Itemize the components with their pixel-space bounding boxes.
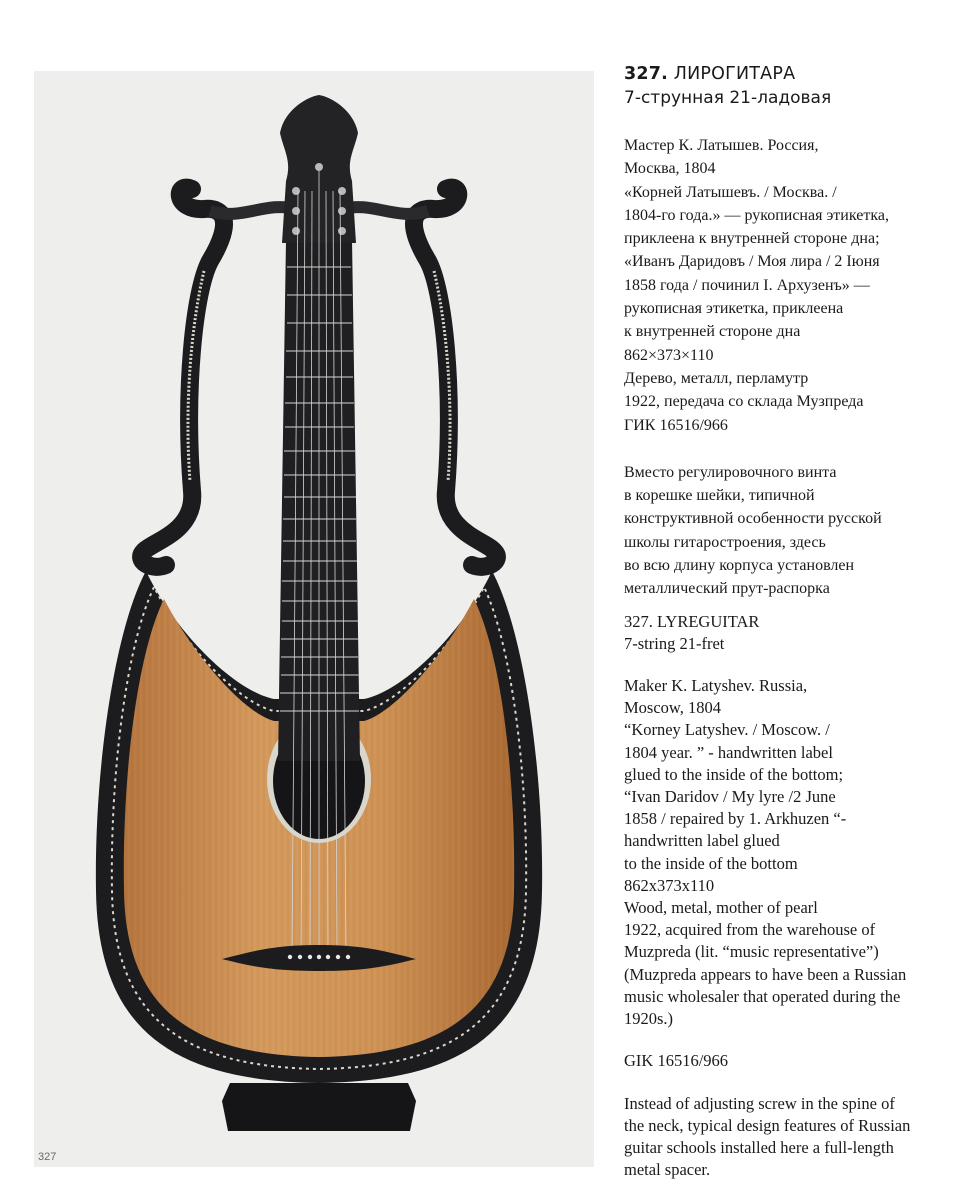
ru-detail-line: 862×373×110	[624, 346, 714, 364]
en-detail-line: Maker K. Latyshev. Russia,	[624, 676, 808, 696]
en-detail-line: 862x373x110	[624, 875, 715, 895]
en-detail-line: music wholesaler that operated during the	[624, 986, 901, 1006]
ru-detail-line: ГИК 16516/966	[624, 416, 728, 434]
ru-detail-line: приклеена к внутренней стороне дна;	[624, 230, 880, 248]
ru-detail-line: рукописная этикетка, приклеена	[624, 300, 844, 318]
ru-detail-line: Мастер К. Латышев. Россия,	[624, 137, 819, 154]
en-note-line: guitar schools installed here a full-length	[624, 1137, 894, 1157]
en-note-line: Instead of adjusting screw in the spine of	[624, 1093, 895, 1113]
en-note-line: metal spacer.	[624, 1160, 711, 1180]
stand	[222, 1083, 416, 1131]
lyre-arm-right	[414, 188, 497, 567]
ru-detail-line: «Корней Латышевъ. / Москва. /	[624, 183, 837, 201]
ru-note	[624, 461, 954, 601]
ru-detail-line: Москва, 1804	[624, 160, 716, 178]
lyre-arm-left	[141, 188, 224, 567]
ru-note-line: Вместо регулировочного винта	[624, 463, 837, 481]
lyre-guitar-photo-icon	[34, 71, 594, 1167]
en-details	[624, 675, 954, 1030]
ru-note-line: металлический прут-распорка	[624, 580, 830, 598]
en-detail-line: Wood, metal, mother of pearl	[624, 898, 818, 918]
en-detail-line: 1804 year. ” - handwritten label	[624, 742, 833, 762]
ru-note-line: в корешке шейки, типичной	[624, 487, 815, 505]
en-detail-line: “Korney Latyshev. / Moscow. /	[624, 720, 830, 740]
ru-note-line: во всю длину корпуса установлен	[624, 557, 855, 575]
ru-note-line: конструктивной особенности русской	[624, 510, 882, 528]
ru-title	[624, 62, 954, 86]
en-detail-line: 1920s.)	[624, 1009, 674, 1029]
en-detail-line: glued to the inside of the bottom;	[624, 764, 844, 784]
en-inventory: GIK 16516/966	[624, 1051, 729, 1071]
ru-detail-line: «Иванъ Даридовъ / Моя лира / 2 Іюня	[624, 253, 880, 271]
en-detail-line: handwritten label glued	[624, 831, 780, 851]
ru-detail-line: Дерево, металл, перламутр	[624, 369, 809, 387]
page-number: 327	[38, 1151, 57, 1163]
instrument-photo	[34, 71, 594, 1167]
ru-detail-line: 1804-го года.» — рукописная этикетка,	[624, 206, 889, 224]
en-detail-line: Moscow, 1804	[624, 698, 722, 718]
ru-title-text: ЛИРОГИТАРА	[673, 64, 796, 84]
ru-details	[624, 134, 954, 437]
en-note	[624, 1093, 954, 1182]
en-detail-line: 1922, acquired from the warehouse of	[624, 920, 876, 940]
en-subtitle: 7-string 21-fret	[624, 633, 725, 653]
en-detail-line: “Ivan Daridov / My lyre /2 June	[624, 787, 836, 807]
catalog-text	[624, 62, 954, 1181]
ru-note-line: школы гитаростроения, здесь	[624, 533, 826, 551]
en-detail-line: to the inside of the bottom	[624, 853, 798, 873]
ru-subtitle: 7-струнная 21-ладовая	[624, 88, 832, 108]
en-detail-line: (Muzpreda appears to have been a Russian	[624, 964, 907, 984]
ru-detail-line: 1858 года / починил І. Архузенъ» —	[624, 276, 870, 294]
en-detail-line: 1858 / repaired by 1. Arkhuzen “-	[624, 809, 847, 829]
ru-detail-line: 1922, передача со склада Музпреда	[624, 393, 864, 411]
ru-title-number: 327.	[624, 64, 668, 84]
en-detail-line: Muzpreda (lit. “music representative”)	[624, 942, 879, 962]
ru-detail-line: к внутренней стороне дна	[624, 323, 801, 341]
en-note-line: the neck, typical design features of Russian	[624, 1115, 911, 1135]
en-title: 327. LYREGUITAR	[624, 611, 760, 631]
